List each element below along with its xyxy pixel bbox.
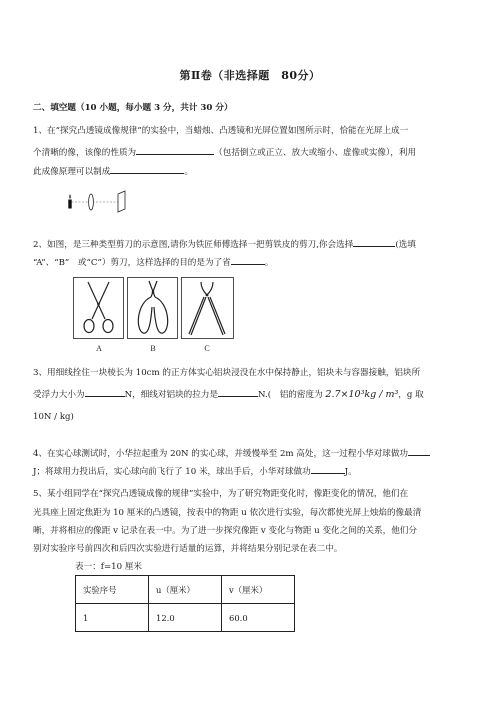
q3-line3: 10N / kg) — [33, 412, 74, 422]
q4-text-a: 4、在实心球测试时，小华拉起重为 20N 的实心球，并缓慢举至 2m 高处，这一过程小华对球做功 — [33, 449, 409, 459]
table-header-cell: 实验序号 — [76, 576, 149, 604]
q2-answer-blank-2[interactable] — [231, 255, 265, 265]
q1-line2 — [33, 145, 416, 159]
page-title: 第Ⅱ卷（非选择题 80分） — [179, 69, 321, 82]
q2-text-c: “A”、“B” 或“C”）剪刀，这样选择的目的是为了省 — [33, 258, 231, 268]
scissors-a-frame — [74, 278, 124, 339]
table-header-cell: v（厘米） — [222, 576, 295, 604]
q4-answer-blank-1[interactable] — [408, 446, 430, 456]
table-cell: 60.0 — [222, 604, 295, 632]
q2-text-b: (选填 — [395, 240, 416, 250]
q3-text-b: N，细线对铝块的拉力是 — [124, 390, 219, 400]
q5-line1: 5、某小组同学在“探究凸透镜成像的规律”实验中，为了研究物距变化时，像距变化的情况，他们在 — [33, 489, 409, 499]
q4-text-c: J。 — [344, 467, 357, 477]
q2-line2 — [33, 255, 273, 269]
scissors-c-label: C — [204, 344, 210, 353]
q3-line2 — [33, 387, 424, 401]
table-row — [76, 604, 295, 632]
q4-line1 — [33, 446, 430, 460]
q1-line1: 1、在“探究凸透镜成像规律”的实验中，当蜡烛、凸透镜和光屏位置如图所示时，恰能在光屏上成一 — [33, 126, 409, 136]
table-cell: 1 — [76, 604, 149, 632]
q4-text-b: J；将球用力投出后，实心球向前飞行了 10 米，球出手后，小华对球做功 — [33, 467, 311, 477]
q4-line2 — [33, 464, 357, 478]
q3-text-d: ，g 取 — [398, 390, 424, 400]
q3-text-c: N.( 铝的密度为 — [258, 390, 323, 400]
table-cell: 12.0 — [149, 604, 222, 632]
q3-answer-blank-2[interactable] — [218, 387, 258, 397]
experiment-table — [75, 575, 295, 632]
q1-answer-blank-1[interactable] — [136, 145, 214, 155]
q1-text-d: 。 — [184, 167, 193, 177]
q3-text-a: 受浮力大小为 — [33, 390, 85, 400]
candle-icon — [68, 194, 71, 209]
q4-answer-blank-2[interactable] — [311, 464, 345, 474]
section-heading: 二、填空题（10 小题，每小题 3 分，共计 30 分） — [33, 103, 233, 113]
q5-line3: 晰，并将相应的像距 v 记录在表一中。为了进一步探究像距 v 变化与物距 u 变化之间的关系，他们分 — [33, 526, 417, 536]
lens-setup-figure — [62, 185, 142, 215]
q3-answer-blank-1[interactable] — [85, 387, 125, 397]
scissors-a-label: A — [96, 344, 102, 353]
q2-answer-blank-1[interactable] — [353, 237, 395, 247]
q2-text-d: 。 — [264, 258, 274, 268]
aluminum-density: 2.7×10³kg / m³ — [325, 389, 399, 400]
table-caption: 表一：f=10 厘米 — [75, 562, 143, 572]
q2-text-a: 2、如图，是三种类型剪刀的示意图,请你为铁匠师傅选择一把剪铁皮的剪刀,你会选择 — [33, 240, 354, 250]
q1-text-a: 个清晰的像，该像的性质为 — [33, 148, 137, 158]
scissors-figure — [73, 277, 235, 357]
q1-answer-blank-2[interactable] — [110, 164, 184, 174]
convex-lens-icon — [89, 194, 94, 210]
scissors-c-frame — [182, 278, 234, 339]
scissors-b-label: B — [150, 344, 156, 353]
q2-line1 — [33, 237, 416, 251]
q5-line4: 别对实验序号前四次和后四次实验进行适量的运算，并将结果分别记录在表二中。 — [33, 544, 343, 554]
table-header-row — [76, 576, 295, 604]
table-header-cell: u（厘米） — [149, 576, 222, 604]
q1-text-b: （包括倒立或正立、放大或缩小、虚像或实像），利用 — [214, 148, 417, 158]
q3-line1: 3、用细线拴住一块棱长为 10cm 的正方体实心铝块浸没在水中保持静止，铝块未与容器接触，铝块所 — [33, 368, 421, 378]
q1-line3 — [33, 164, 193, 178]
light-screen-icon — [118, 191, 125, 212]
q1-text-c: 此成像原理可以制成 — [33, 167, 111, 177]
q5-line2: 光具座上固定焦距为 10 厘米的凸透镜，按表中的物距 u 依次进行实验，每次都使光屏上烛焰的像最清 — [33, 508, 422, 518]
